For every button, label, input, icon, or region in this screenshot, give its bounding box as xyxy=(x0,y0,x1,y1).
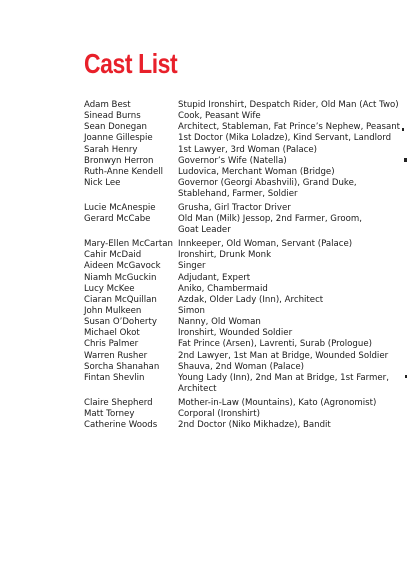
role-list xyxy=(178,295,404,306)
actor-name: Chris Palmer xyxy=(84,339,139,350)
role-line: 2nd Lawyer, 1st Man at Bridge, Wounded Soldier xyxy=(178,350,389,361)
role-line: Governor’s Wife (Natella) xyxy=(178,155,287,166)
role-list xyxy=(178,122,404,133)
role-line: Old Man (Milk) Jessop, 2nd Farmer, Groom, xyxy=(178,214,362,225)
actor-name: Gerard McCabe xyxy=(84,214,151,225)
cast-row xyxy=(84,306,404,317)
role-line: Innkeeper, Old Woman, Servant (Palace) xyxy=(178,239,353,250)
actor-name: Michael Okot xyxy=(84,328,140,339)
role-line: Stablehand, Farmer, Soldier xyxy=(178,189,298,200)
role-list xyxy=(178,214,404,236)
page-title: Cast List xyxy=(84,48,178,79)
role-line: Fat Prince (Arsen), Lavrenti, Surab (Prologue) xyxy=(178,339,372,350)
actor-name: Cahir McDaid xyxy=(84,250,142,261)
cast-row xyxy=(84,295,404,306)
cast-row xyxy=(84,328,404,339)
role-line: Singer xyxy=(178,261,206,272)
actor-name: Nick Lee xyxy=(84,178,121,189)
role-list xyxy=(178,328,404,339)
role-line: Azdak, Older Lady (Inn), Architect xyxy=(178,294,324,305)
actor-name: Bronwyn Herron xyxy=(84,155,154,166)
role-line: Mother-in-Law (Mountains), Kato (Agronomist) xyxy=(178,397,377,408)
role-list xyxy=(178,156,404,167)
role-list xyxy=(178,373,404,395)
role-list xyxy=(178,250,404,261)
actor-name: Aideen McGavock xyxy=(84,261,161,272)
role-list xyxy=(178,100,404,111)
role-list xyxy=(178,133,404,144)
role-line: Architect xyxy=(178,384,217,395)
role-list xyxy=(178,362,404,373)
actor-name: Niamh McGuckin xyxy=(84,272,157,283)
actor-name: Warren Rusher xyxy=(84,350,148,361)
role-line: Shauva, 2nd Woman (Palace) xyxy=(178,361,305,372)
cast-row xyxy=(84,100,404,111)
cast-list xyxy=(84,100,404,431)
role-list xyxy=(178,398,404,409)
role-line: 2nd Doctor (Niko Mikhadze), Bandit xyxy=(178,420,331,431)
role-line: Architect, Stableman, Fat Prince’s Nephew, Peasant xyxy=(178,122,401,133)
role-line: Young Lady (Inn), 2nd Man at Bridge, 1st Farmer, xyxy=(178,372,389,383)
actor-name: John Mulkeen xyxy=(84,306,142,316)
role-line: Ironshirt, Drunk Monk xyxy=(178,250,272,261)
actor-name: Matt Torney xyxy=(84,409,135,419)
cast-row xyxy=(84,398,404,409)
role-line: 1st Lawyer, 3rd Woman (Palace) xyxy=(178,144,318,155)
role-line: Nanny, Old Woman xyxy=(178,317,261,328)
cast-row xyxy=(84,214,404,236)
actor-name: Ciaran McQuillan xyxy=(84,294,157,305)
actor-name: Mary-Ellen McCartan xyxy=(84,239,173,250)
role-list xyxy=(178,284,404,295)
role-list xyxy=(178,145,404,156)
role-line: Simon xyxy=(178,306,205,316)
actor-name: Catherine Woods xyxy=(84,420,158,431)
cast-row xyxy=(84,250,404,261)
actor-name: Lucie McAnespie xyxy=(84,203,156,213)
cast-row xyxy=(84,317,404,328)
cast-row xyxy=(84,420,404,431)
cast-row xyxy=(84,362,404,373)
scan-mark xyxy=(402,128,404,131)
role-line: Ludovica, Merchant Woman (Bridge) xyxy=(178,166,335,177)
role-line: Stupid Ironshirt, Despatch Rider, Old Man (Act Two) xyxy=(178,100,399,110)
actor-name: Sorcha Shanahan xyxy=(84,361,160,372)
role-list xyxy=(178,273,404,284)
scan-mark xyxy=(405,375,407,378)
cast-row xyxy=(84,261,404,272)
actor-name: Claire Shepherd xyxy=(84,397,153,408)
role-list xyxy=(178,203,404,214)
role-line: Ironshirt, Wounded Soldier xyxy=(178,328,293,339)
cast-row xyxy=(84,409,404,420)
cast-row xyxy=(84,145,404,156)
scan-mark xyxy=(404,158,407,162)
actor-name: Ruth-Anne Kendell xyxy=(84,166,164,177)
actor-name: Sinead Burns xyxy=(84,111,141,122)
role-list xyxy=(178,409,404,420)
actor-name: Joanne Gillespie xyxy=(84,133,153,144)
cast-row xyxy=(84,167,404,178)
cast-row xyxy=(84,239,404,250)
role-line: Governor (Georgi Abashvili), Grand Duke, xyxy=(178,178,357,189)
role-list xyxy=(178,239,404,250)
role-list xyxy=(178,306,404,317)
role-line: Adjudant, Expert xyxy=(178,272,251,283)
actor-name: Lucy McKee xyxy=(84,283,135,294)
role-list xyxy=(178,178,404,200)
cast-row xyxy=(84,111,404,122)
actor-name: Fintan Shevlin xyxy=(84,372,145,383)
role-list xyxy=(178,111,404,122)
cast-row xyxy=(84,133,404,144)
role-line: Grusha, Girl Tractor Driver xyxy=(178,203,291,213)
role-line: Cook, Peasant Wife xyxy=(178,111,261,122)
role-line: Goat Leader xyxy=(178,225,231,236)
role-line: Aniko, Chambermaid xyxy=(178,283,268,294)
cast-row xyxy=(84,122,404,133)
actor-name: Adam Best xyxy=(84,100,131,110)
role-list xyxy=(178,167,404,178)
role-list xyxy=(178,420,404,431)
cast-row xyxy=(84,178,404,200)
role-list xyxy=(178,339,404,350)
actor-name: Sean Donegan xyxy=(84,122,147,133)
cast-row xyxy=(84,284,404,295)
role-list xyxy=(178,351,404,362)
cast-row xyxy=(84,339,404,350)
actor-name: Sarah Henry xyxy=(84,144,138,155)
cast-row xyxy=(84,373,404,395)
cast-row xyxy=(84,156,404,167)
role-line: 1st Doctor (Mika Loladze), Kind Servant, Landlord xyxy=(178,133,392,144)
actor-name: Susan O’Doherty xyxy=(84,317,157,328)
cast-row xyxy=(84,203,404,214)
role-line: Corporal (Ironshirt) xyxy=(178,409,260,419)
cast-row xyxy=(84,273,404,284)
role-list xyxy=(178,317,404,328)
cast-row xyxy=(84,351,404,362)
role-list xyxy=(178,261,404,272)
